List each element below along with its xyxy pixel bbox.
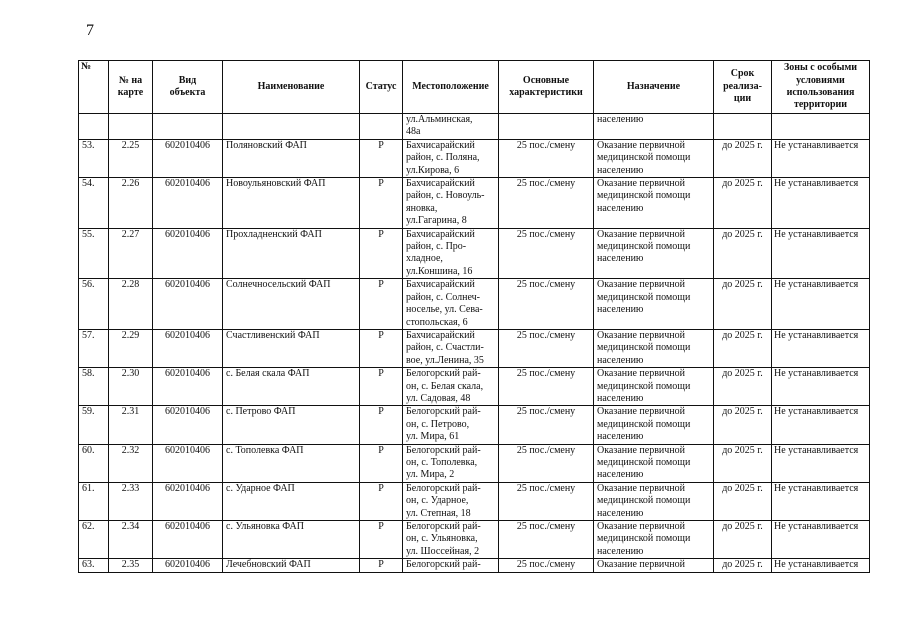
map-num-cell: 2.27 <box>109 228 153 279</box>
table-row <box>79 406 870 444</box>
status-cell: Р <box>360 178 403 229</box>
term-cell: до 2025 г. <box>714 444 772 482</box>
name-cell: с. Ударное ФАП <box>223 482 360 520</box>
characteristics-cell: 25 пос./смену <box>499 559 594 572</box>
header-type: Вид объекта <box>153 61 223 114</box>
name-cell: с. Тополевка ФАП <box>223 444 360 482</box>
characteristics-cell: 25 пос./смену <box>499 368 594 406</box>
status-cell: Р <box>360 228 403 279</box>
type-cell: 602010406 <box>153 368 223 406</box>
table-row <box>79 279 870 330</box>
type-cell: 602010406 <box>153 228 223 279</box>
row-num-cell: 56. <box>79 279 109 330</box>
map-num-cell: 2.35 <box>109 559 153 572</box>
characteristics-cell: 25 пос./смену <box>499 178 594 229</box>
page-number: 7 <box>86 22 94 39</box>
table-row <box>79 559 870 572</box>
term-cell: до 2025 г. <box>714 482 772 520</box>
row-num-cell: 58. <box>79 368 109 406</box>
status-cell: Р <box>360 368 403 406</box>
map-num-cell: 2.26 <box>109 178 153 229</box>
name-cell: Солнечносельский ФАП <box>223 279 360 330</box>
purpose-cell: Оказание первичной <box>594 559 714 572</box>
row-num-cell: 61. <box>79 482 109 520</box>
purpose-cell: Оказание первичной медицинской помощи населению <box>594 228 714 279</box>
location-cell: Белогорский рай- <box>403 559 499 572</box>
row-num-cell: 57. <box>79 329 109 367</box>
characteristics-cell: 25 пос./смену <box>499 444 594 482</box>
zones-cell: Не устанавливается <box>772 279 870 330</box>
location-cell: Белогорский рай- он, с. Петрово, ул. Мира, 61 <box>403 406 499 444</box>
location-cell: Белогорский рай- он, с. Ульяновка, ул. Шоссейная, 2 <box>403 521 499 559</box>
name-cell: Счастливенский ФАП <box>223 329 360 367</box>
header-status: Статус <box>360 61 403 114</box>
objects-table <box>78 60 870 573</box>
characteristics-cell: 25 пос./смену <box>499 279 594 330</box>
type-cell: 602010406 <box>153 521 223 559</box>
location-cell: Белогорский рай- он, с. Ударное, ул. Степная, 18 <box>403 482 499 520</box>
term-cell <box>714 114 772 140</box>
row-num-cell: 63. <box>79 559 109 572</box>
zones-cell: Не устанавливается <box>772 228 870 279</box>
characteristics-cell: 25 пос./смену <box>499 406 594 444</box>
zones-cell: Не устанавливается <box>772 559 870 572</box>
table-row <box>79 482 870 520</box>
location-cell: Бахчисарайский район, с. Счастли- вое, ул.Ленина, 35 <box>403 329 499 367</box>
header-purpose: Назначение <box>594 61 714 114</box>
status-cell: Р <box>360 406 403 444</box>
characteristics-cell: 25 пос./смену <box>499 329 594 367</box>
location-cell: Бахчисарайский район, с. Поляна, ул.Кирова, 6 <box>403 139 499 177</box>
characteristics-cell: 25 пос./смену <box>499 228 594 279</box>
table-row <box>79 139 870 177</box>
status-cell: Р <box>360 559 403 572</box>
type-cell: 602010406 <box>153 178 223 229</box>
header-location: Местоположение <box>403 61 499 114</box>
location-cell: Белогорский рай- он, с. Тополевка, ул. Мира, 2 <box>403 444 499 482</box>
characteristics-cell: 25 пос./смену <box>499 482 594 520</box>
header-zones: Зоны с особыми условиями использования территории <box>772 61 870 114</box>
type-cell: 602010406 <box>153 279 223 330</box>
characteristics-cell <box>499 114 594 140</box>
name-cell: с. Ульяновка ФАП <box>223 521 360 559</box>
location-cell: Бахчисарайский район, с. Солнеч- носелье, ул. Сева- стопольская, 6 <box>403 279 499 330</box>
term-cell: до 2025 г. <box>714 139 772 177</box>
zones-cell: Не устанавливается <box>772 482 870 520</box>
location-cell: Бахчисарайский район, с. Новоуль- яновка, ул.Гагарина, 8 <box>403 178 499 229</box>
location-cell: ул.Альминская, 48а <box>403 114 499 140</box>
purpose-cell: Оказание первичной медицинской помощи населению <box>594 329 714 367</box>
term-cell: до 2025 г. <box>714 279 772 330</box>
row-num-cell: 54. <box>79 178 109 229</box>
term-cell: до 2025 г. <box>714 521 772 559</box>
zones-cell: Не устанавливается <box>772 406 870 444</box>
term-cell: до 2025 г. <box>714 329 772 367</box>
row-num-cell: 60. <box>79 444 109 482</box>
name-cell: Лечебновский ФАП <box>223 559 360 572</box>
characteristics-cell: 25 пос./смену <box>499 521 594 559</box>
table-row <box>79 368 870 406</box>
header-num: № <box>79 61 109 114</box>
type-cell: 602010406 <box>153 444 223 482</box>
map-num-cell: 2.30 <box>109 368 153 406</box>
purpose-cell: Оказание первичной медицинской помощи населению <box>594 482 714 520</box>
type-cell <box>153 114 223 140</box>
zones-cell: Не устанавливается <box>772 139 870 177</box>
row-num-cell: 53. <box>79 139 109 177</box>
row-num-cell: 59. <box>79 406 109 444</box>
name-cell: Поляновский ФАП <box>223 139 360 177</box>
name-cell: с. Белая скала ФАП <box>223 368 360 406</box>
zones-cell <box>772 114 870 140</box>
map-num-cell: 2.32 <box>109 444 153 482</box>
table-row <box>79 521 870 559</box>
status-cell <box>360 114 403 140</box>
zones-cell: Не устанавливается <box>772 329 870 367</box>
zones-cell: Не устанавливается <box>772 521 870 559</box>
row-num-cell <box>79 114 109 140</box>
purpose-cell: Оказание первичной медицинской помощи населению <box>594 406 714 444</box>
location-cell: Белогорский рай- он, с. Белая скала, ул. Садовая, 48 <box>403 368 499 406</box>
status-cell: Р <box>360 444 403 482</box>
purpose-cell: Оказание первичной медицинской помощи населению <box>594 139 714 177</box>
map-num-cell <box>109 114 153 140</box>
status-cell: Р <box>360 279 403 330</box>
zones-cell: Не устанавливается <box>772 178 870 229</box>
purpose-cell: населению <box>594 114 714 140</box>
purpose-cell: Оказание первичной медицинской помощи населению <box>594 368 714 406</box>
header-term: Срок реализа- ции <box>714 61 772 114</box>
purpose-cell: Оказание первичной медицинской помощи населению <box>594 444 714 482</box>
type-cell: 602010406 <box>153 482 223 520</box>
row-num-cell: 55. <box>79 228 109 279</box>
type-cell: 602010406 <box>153 329 223 367</box>
map-num-cell: 2.34 <box>109 521 153 559</box>
map-num-cell: 2.25 <box>109 139 153 177</box>
type-cell: 602010406 <box>153 406 223 444</box>
table-row <box>79 329 870 367</box>
name-cell: с. Петрово ФАП <box>223 406 360 444</box>
term-cell: до 2025 г. <box>714 228 772 279</box>
status-cell: Р <box>360 521 403 559</box>
name-cell <box>223 114 360 140</box>
term-cell: до 2025 г. <box>714 178 772 229</box>
term-cell: до 2025 г. <box>714 368 772 406</box>
table-row <box>79 228 870 279</box>
status-cell: Р <box>360 139 403 177</box>
purpose-cell: Оказание первичной медицинской помощи населению <box>594 279 714 330</box>
map-num-cell: 2.31 <box>109 406 153 444</box>
location-cell: Бахчисарайский район, с. Про- хладное, ул.Коншина, 16 <box>403 228 499 279</box>
row-num-cell: 62. <box>79 521 109 559</box>
term-cell: до 2025 г. <box>714 406 772 444</box>
table-row <box>79 114 870 140</box>
type-cell: 602010406 <box>153 559 223 572</box>
characteristics-cell: 25 пос./смену <box>499 139 594 177</box>
table-row <box>79 178 870 229</box>
table-row <box>79 444 870 482</box>
status-cell: Р <box>360 482 403 520</box>
zones-cell: Не устанавливается <box>772 368 870 406</box>
header-map-num: № на карте <box>109 61 153 114</box>
purpose-cell: Оказание первичной медицинской помощи населению <box>594 521 714 559</box>
name-cell: Прохладненский ФАП <box>223 228 360 279</box>
zones-cell: Не устанавливается <box>772 444 870 482</box>
term-cell: до 2025 г. <box>714 559 772 572</box>
type-cell: 602010406 <box>153 139 223 177</box>
map-num-cell: 2.28 <box>109 279 153 330</box>
status-cell: Р <box>360 329 403 367</box>
name-cell: Новоульяновский ФАП <box>223 178 360 229</box>
header-name: Наименование <box>223 61 360 114</box>
header-characteristics: Основные характеристики <box>499 61 594 114</box>
map-num-cell: 2.33 <box>109 482 153 520</box>
map-num-cell: 2.29 <box>109 329 153 367</box>
purpose-cell: Оказание первичной медицинской помощи населению <box>594 178 714 229</box>
table-header-row <box>79 61 870 114</box>
